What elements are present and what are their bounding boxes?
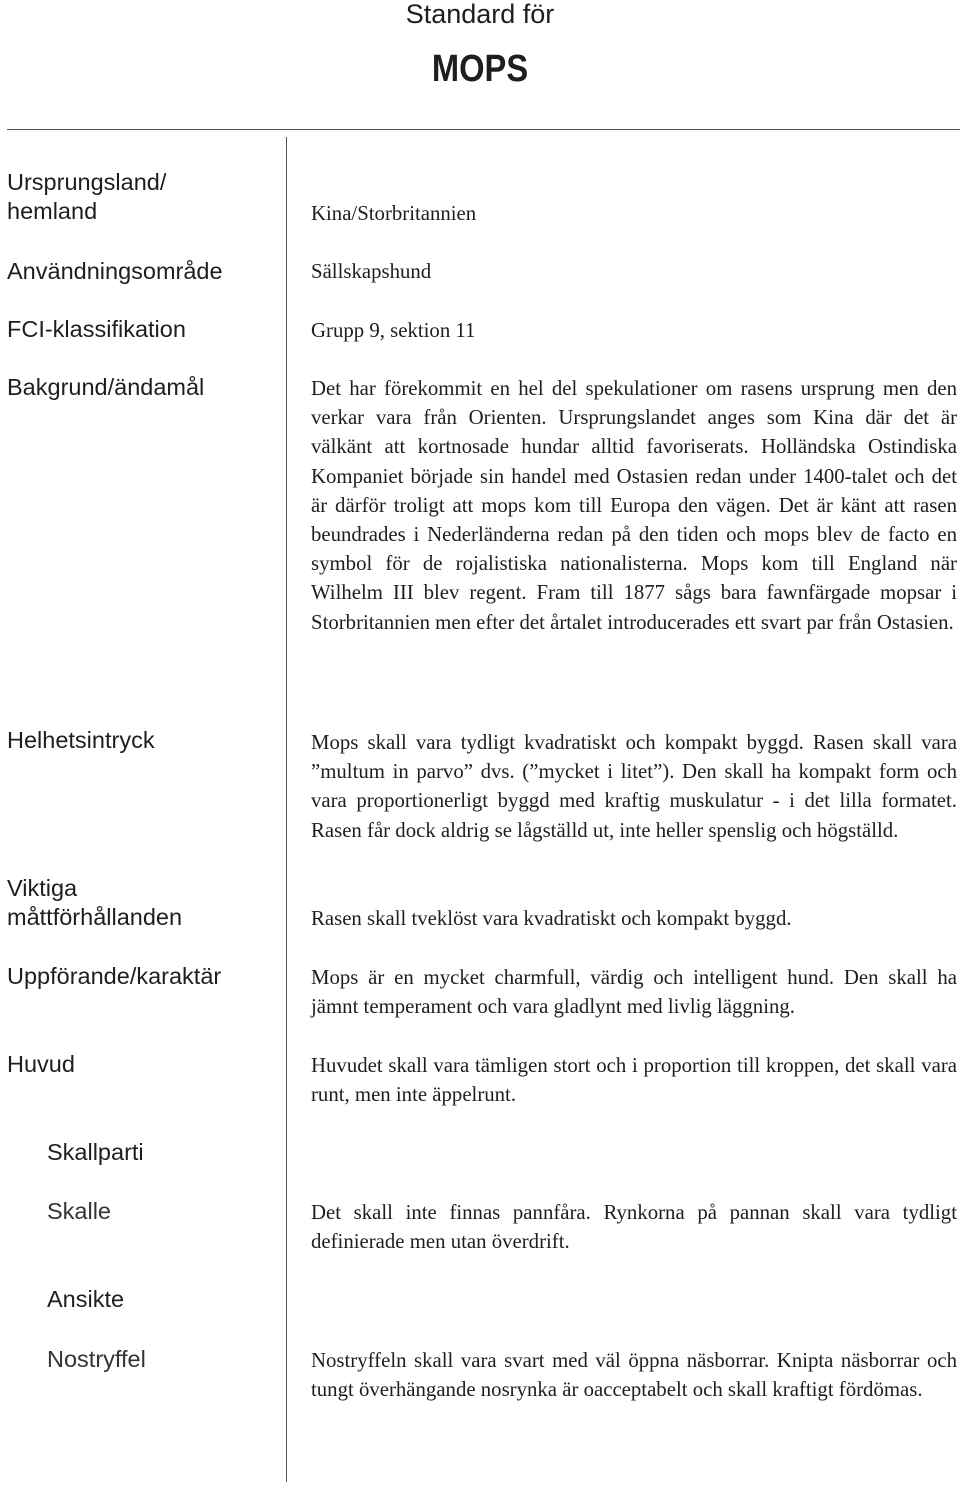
text-skalle: Det skall inte finnas pannfåra. Rynkorna på pannan skall vara tydligt definierade men utan överdrift. (311, 1201, 957, 1254)
text-viktiga-mattforhallanden: Rasen skall tveklöst vara kvadratiskt och kompakt byggd. (311, 907, 792, 930)
label-fci-klassifikation: FCI-klassifikation (7, 316, 186, 342)
document-subtitle: Standard för (405, 0, 555, 29)
text-nostryffel: Nostryffeln skall vara svart med väl öppna näsborrar. Knipta näsborrar och tungt överhängande nosrynka är oacceptabelt och skall kraftigt fördömas. (311, 1349, 957, 1402)
label-ursprungsland: Ursprungsland/ hemland (7, 169, 167, 224)
text-helhetsintryck: Mops skall vara tydligt kvadratiskt och kompakt byggd. Rasen skall vara ”multum in parvo” dvs. (”mycket i litet”). Den skall ha kompakt form och vara proportionerligt byggd med kraftig muskulatur - i det lilla formatet. Rasen får dock aldrig se lågställd ut, inte heller spenslig och högställd. (311, 731, 957, 842)
text-anvandningsomrade: Sällskapshund (311, 260, 432, 283)
document-title: MOPS (431, 48, 529, 90)
label-nostryffel: Nostryffel (47, 1346, 146, 1372)
label-bakgrund: Bakgrund/ändamål (7, 374, 205, 400)
label-skallparti: Skallparti (47, 1139, 144, 1165)
label-skalle: Skalle (47, 1198, 112, 1224)
text-uppforande-karaktar: Mops är en mycket charmfull, värdig och intelligent hund. Den skall ha jämnt temperament och vara gladlynt med livlig läggning. (311, 966, 957, 1019)
text-huvud: Huvudet skall vara tämligen stort och i proportion till kroppen, det skall vara runt, men inte äppelrunt. (311, 1054, 957, 1107)
label-helhetsintryck: Helhetsintryck (7, 727, 155, 753)
column-divider (286, 137, 287, 1482)
label-ansikte: Ansikte (47, 1286, 125, 1312)
label-anvandningsomrade: Användningsområde (7, 258, 223, 284)
label-uppforande-karaktar: Uppförande/karaktär (7, 963, 222, 989)
header-divider (7, 129, 960, 130)
text-bakgrund: Det har förekommit en hel del spekulationer om rasens ursprung men den verkar vara från Orienten. Ursprungslandet anges som Kina där det är välkänt att kortnosade hundar alltid favoriserats. Holländska Ostindiska Kompaniet började sin handel med Ostasien redan under 1400-talet och det är därför troligt att mops kom till Europa den vägen. Det är känt att rasen beundrades i Nederländerna redan på den tiden och mops blev de facto en symbol för de rojalistiska nationalisterna. Mops kom till England när Wilhelm III blev regent. Fram till 1877 sågs bara fawnfärgade mopsar i Storbritannien men efter det årtalet introducerades ett svart par från Ostasien. (311, 377, 957, 634)
label-huvud: Huvud (7, 1051, 75, 1077)
text-ursprungsland: Kina/Storbritannien (311, 202, 477, 225)
label-viktiga-mattforhallanden: Viktiga måttförhållanden (7, 875, 183, 930)
text-fci-klassifikation: Grupp 9, sektion 11 (311, 319, 476, 342)
